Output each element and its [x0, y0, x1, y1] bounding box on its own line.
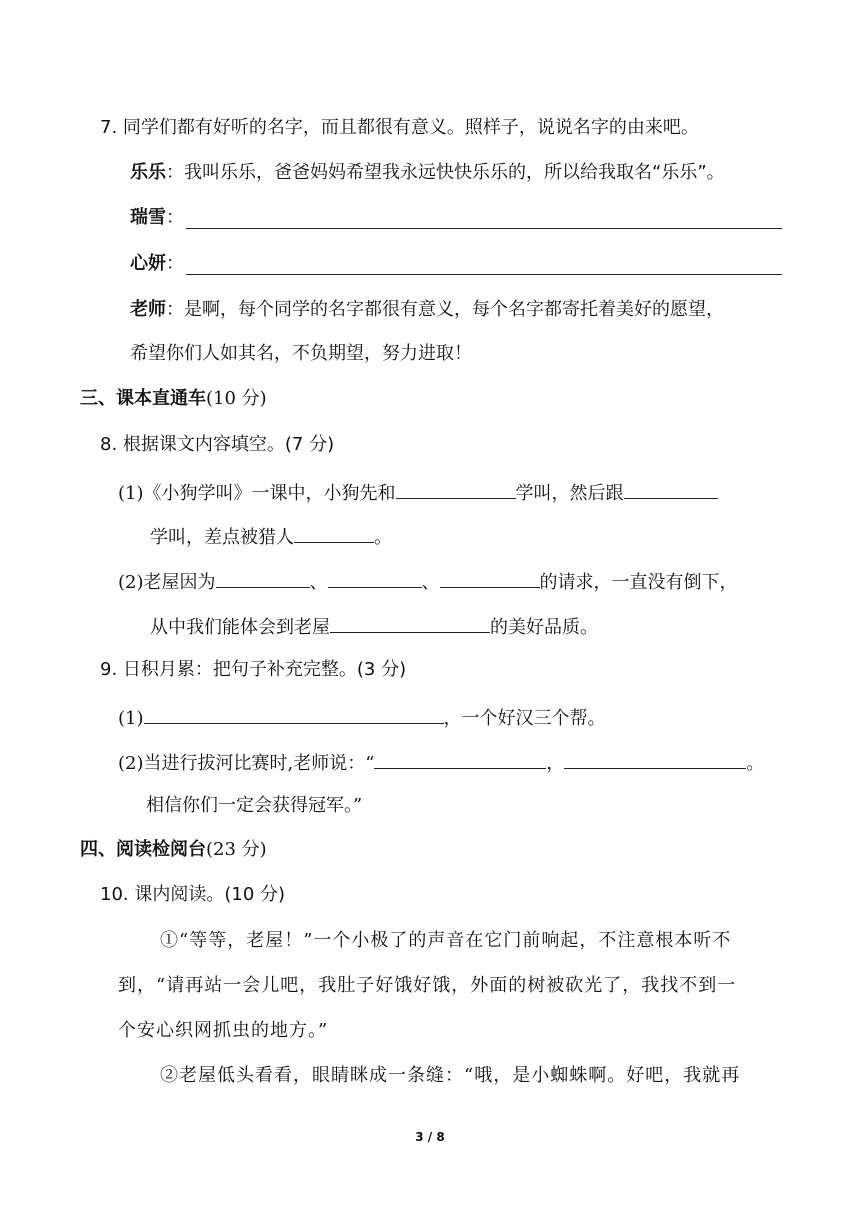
q8-p2-sep2: 、	[421, 572, 440, 593]
xinyan-answer-blank[interactable]	[186, 273, 782, 275]
q9-p1-b: ，一个好汉三个帮。	[443, 708, 606, 729]
q8-blank-request-2[interactable]	[328, 567, 422, 588]
q8-text: 8. 根据课文内容填空。(7 分)	[100, 434, 335, 455]
q8-p2-d: 的美好品质。	[490, 617, 598, 638]
q8-blank-second-animal[interactable]	[624, 478, 718, 499]
q7-teacher-row-2	[130, 341, 472, 367]
q8-p2-sep1: 、	[309, 572, 328, 593]
q10-para1-line3	[118, 1018, 328, 1044]
q8-blank-hunter[interactable]	[294, 522, 374, 543]
section-4-score: (23 分)	[206, 839, 267, 860]
section-3-title: 三、课本直通车	[80, 388, 206, 409]
q8-part1-line2	[150, 522, 392, 551]
ruixue-name: 瑞雪	[130, 207, 166, 228]
q8-blank-request-1[interactable]	[216, 567, 310, 588]
xinyan-colon: ：	[166, 253, 184, 274]
q9-blank-proverb[interactable]	[144, 703, 444, 724]
q8-p2-c: 从中我们能体会到老屋	[150, 617, 330, 638]
q8-p1-end: 。	[374, 527, 392, 548]
q9-p2-comma: ，	[546, 753, 565, 774]
lele-text: ：我叫乐乐，爸爸妈妈希望我永远快快乐乐的，所以给我取名“乐乐”。	[166, 162, 725, 183]
q10-para1-line2	[118, 973, 736, 999]
teacher-name: 老师	[130, 299, 166, 320]
q7-example-lele	[130, 160, 725, 186]
q8-blank-request-3[interactable]	[440, 567, 540, 588]
ruixue-colon: ：	[166, 207, 184, 228]
section-4-title: 四、阅读检阅台	[80, 839, 206, 860]
q9-part1	[118, 703, 606, 732]
q10-para2-l1: ②老屋低头看看，眼睛眯成一条缝：“哦，是小蜘蛛啊。好吧，我就再	[160, 1065, 741, 1086]
q7-xinyan-row	[130, 251, 184, 277]
q9-p2-end: 。	[746, 753, 765, 774]
q10-prompt	[100, 882, 285, 908]
q10-text: 10. 课内阅读。(10 分)	[100, 884, 286, 905]
q10-para1-line1	[160, 928, 731, 954]
q8-blank-first-animal[interactable]	[396, 478, 516, 499]
q9-blank-quote-1[interactable]	[374, 748, 546, 769]
q9-prompt	[100, 657, 406, 683]
q10-para1-l1: ①“等等，老屋！”一个小极了的声音在它门前响起，不注意根本听不	[160, 930, 732, 951]
q8-p2-b: 的请求，一直没有倒下，	[539, 572, 738, 593]
q8-part1-line1	[118, 478, 718, 507]
q7-prompt	[100, 115, 699, 141]
xinyan-name: 心妍	[130, 253, 166, 274]
page-number: 3 / 8	[415, 1130, 445, 1144]
q8-p1-b: 学叫，然后跟	[515, 483, 624, 504]
section-4-heading	[80, 837, 267, 863]
q8-p1-a: (1)《小狗学叫》一课中，小狗先和	[118, 483, 396, 504]
teacher-text-2: 希望你们人如其名，不负期望，努力进取！	[130, 343, 472, 364]
q7-ruixue-row	[130, 205, 184, 231]
q8-p2-a: (2)老屋因为	[118, 572, 216, 593]
q10-para1-l3: 个安心织网抓虫的地方。”	[118, 1020, 329, 1041]
q9-part2-line1	[118, 748, 764, 777]
q10-para1-l2: 到，“请再站一会儿吧，我肚子好饿好饿，外面的树被砍光了，我找不到一	[118, 975, 737, 996]
q9-part2-line2	[146, 793, 362, 819]
q9-p2-a: (2)当进行拔河比赛时,老师说：“	[118, 753, 375, 774]
q9-text: 9. 日积月累：把句子补充完整。(3 分)	[100, 659, 407, 680]
lele-name: 乐乐	[130, 162, 166, 183]
q9-p1-a: (1)	[118, 708, 144, 729]
ruixue-answer-blank[interactable]	[186, 227, 782, 229]
q9-blank-quote-2[interactable]	[564, 748, 746, 769]
teacher-text-1: ：是啊，每个同学的名字都很有意义，每个名字都寄托着美好的愿望，	[166, 299, 724, 320]
section-3-heading	[80, 386, 267, 412]
q8-prompt	[100, 432, 334, 458]
q9-p2-c: 相信你们一定会获得冠军。”	[146, 795, 363, 816]
q8-part2-line2	[150, 612, 598, 641]
q8-p1-c: 学叫，差点被猎人	[150, 527, 294, 548]
q8-blank-quality[interactable]	[330, 612, 490, 633]
q8-part2-line1	[118, 567, 738, 596]
section-3-score: (10 分)	[206, 388, 267, 409]
q10-para2-line1	[160, 1063, 740, 1089]
q7-text: 7. 同学们都有好听的名字，而且都很有意义。照样子，说说名字的由来吧。	[100, 117, 699, 138]
q7-teacher-row	[130, 297, 724, 323]
